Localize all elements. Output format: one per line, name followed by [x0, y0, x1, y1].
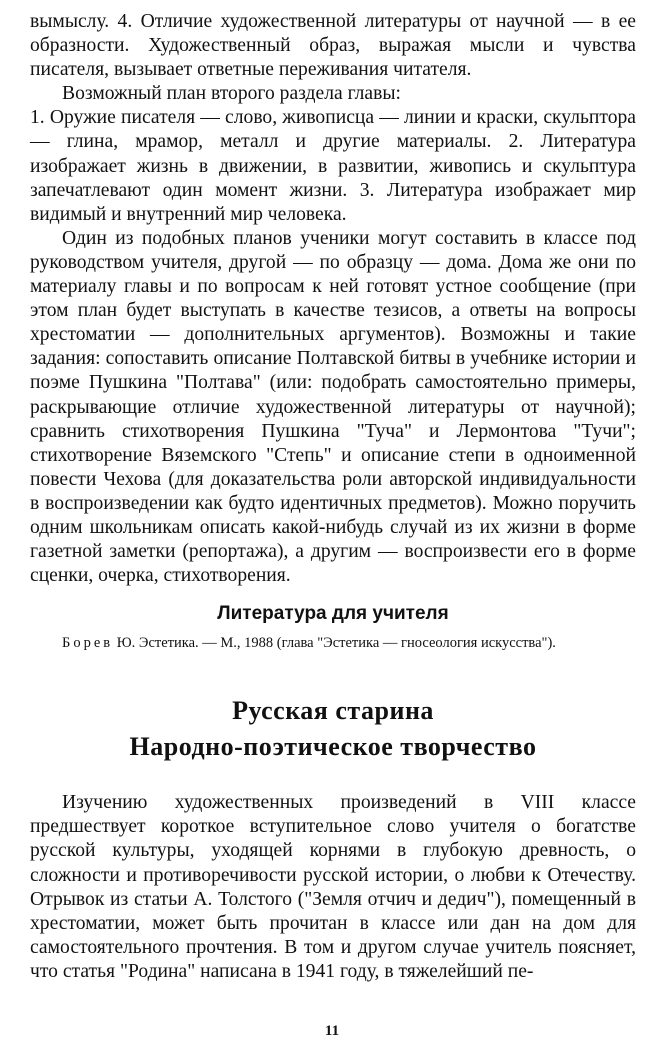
section-title [30, 693, 636, 765]
bibliography-details: Ю. Эстетика. — М., 1988 (глава "Эстетика — гносеология искусства"). [113, 635, 556, 652]
bibliography-author: Борев [62, 635, 114, 652]
section-title-line1: Русская старина [232, 696, 434, 726]
page-body [30, 10, 636, 984]
section-title-line2: Народно-поэтическое творчество [129, 732, 537, 762]
page-number: 11 [324, 1023, 340, 1039]
bibliography-entry [30, 634, 636, 653]
plan-items: 1. Оружие писателя — слово, живописца — линии и краски, скульптора — глина, мрамор, металл и другие материалы. 2. Литература изображает жизнь в движении, в развитии, живопись и скульптура запечатлевают один момент жизни. 3. Литература изображает мир видимый и внутренний мир человека. [30, 107, 636, 225]
plan-intro: Возможный план второго раздела главы: [62, 83, 401, 105]
paragraph-assignments: Один из подобных планов ученики могут составить в классе под руководством учителя, другой — по образцу — дома. Дома же они по материалу главы и по вопросам к ней готовят устное сообщение (при этом план будет выступать в качестве тезисов, а ответы на вопросы хрестоматии — дополнительных аргументов). Возможны и такие задания: сопоставить описание Полтавской битвы в учебнике истории и поэме Пушкина "Полтава" (или: подобрать самостоятельно примеры, раскрывающие отличие художественной литературы от научной); сравнить стихотворения Пушкина "Туча" и Лермонтова "Тучи"; стихотворение Вяземского "Степь" и описание степи в одноименной повести Чехова (для доказательства роли авторской индивидуальности в воспроизведении как будто идентичных предметов). Можно поручить одним школьникам описать какой-нибудь случай из их жизни в форме газетной заметки (репортажа), а другим — воспроизвести его в форме сценки, очерка, стихотворения. [30, 227, 636, 587]
literature-heading: Литература для учителя [217, 603, 449, 625]
paragraph-continuation: вымыслу. 4. Отличие художественной литературы от научной — в ее образности. Художественный образ, выражая мысли и чувства писателя, вызывает ответные переживания читателя. [30, 11, 636, 81]
paragraph-intro-viii: Изучению художественных произведений в VIII классе предшествует короткое вступительное слово учителя о богатстве русской культуры, уходящей корнями в глубокую древность, о сложности и противоречивости русской истории, о любви к Отечеству. Отрывок из статьи А. Толстого ("Земля отчич и дедич"), помещенный в хрестоматии, может быть прочитан в классе или дан на дом для самостоятельного прочтения. В том и другом случае учитель поясняет, что статья "Родина" написана в 1941 году, в тяжелейший пе- [30, 792, 636, 982]
